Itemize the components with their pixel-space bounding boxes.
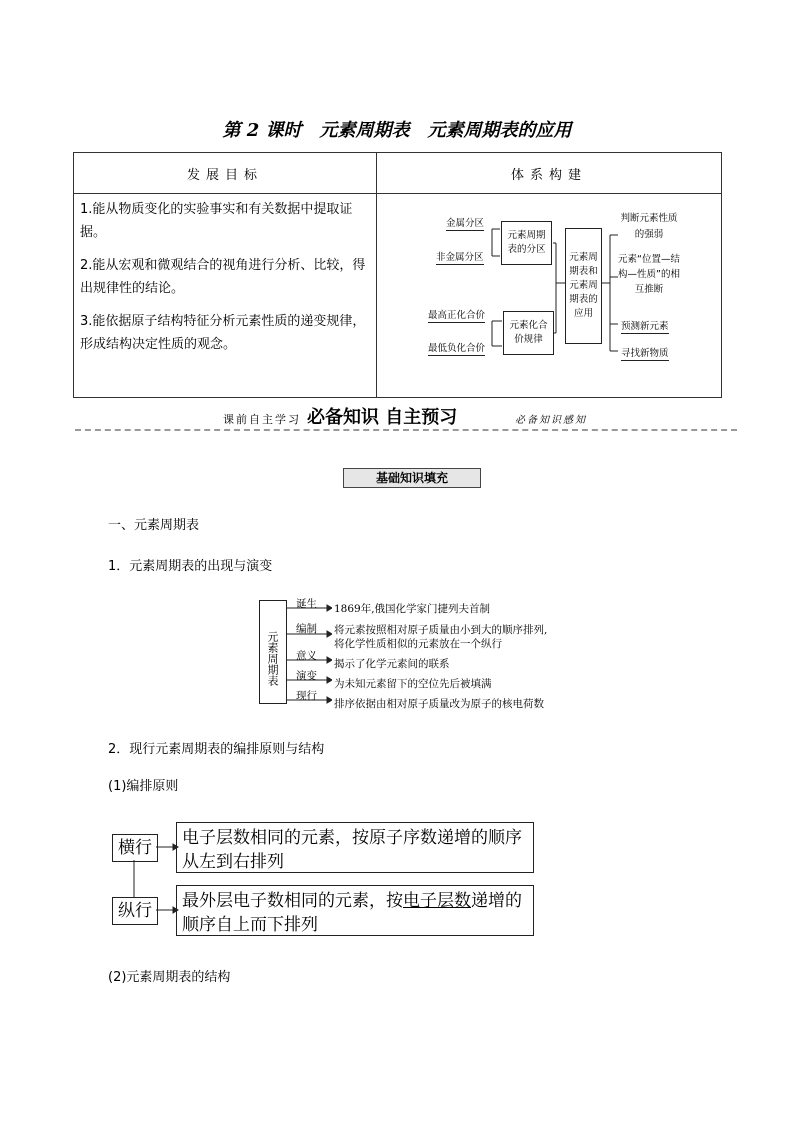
text-current: 排序依据由相对原子质量改为原子的核电荷数: [334, 698, 544, 710]
center-node: 元素周期表和元素周期表的应用: [565, 228, 602, 344]
band-left-text: 课前自主学习: [223, 413, 301, 426]
text-compile-1: 将元素按照相对原子质量由小到大的顺序排列,: [334, 624, 548, 636]
label-birth: 诞生: [296, 598, 317, 610]
system-header: 体系构建: [377, 153, 722, 194]
goals-header: 发展目标: [74, 153, 377, 194]
sub-heading-2: (2)元素周期表的结构: [108, 970, 231, 985]
text-evolve: 为未知元素留下的空位先后被填满: [334, 678, 492, 690]
app-predict-label: 预测新元素: [621, 318, 669, 334]
row-rule-text: 电子层数相同的元素，按原子序数递增的顺序从左到右排列: [176, 822, 534, 873]
goal-2: 2.能从宏观和微观结合的视角进行分析、比较，得出规律性的结论。: [80, 258, 366, 296]
col-label-box: 纵行: [112, 897, 158, 925]
col-rule-text-b: 递增的顺序自上而下排列: [182, 891, 522, 935]
app-find-label: 寻找新物质: [621, 345, 669, 361]
row-label-box: 横行: [112, 834, 158, 862]
min-valence-label: 最低负化合价: [428, 340, 485, 356]
rules-arrows: [132, 838, 180, 928]
app-strength-label: 判断元素性质的强弱: [620, 213, 678, 240]
text-meaning: 揭示了化学元素间的联系: [334, 658, 450, 670]
goal-1: 1.能从物质变化的实验事实和有关数据中提取证据。: [80, 202, 353, 240]
nonmetal-zone-label: 非金属分区: [436, 249, 484, 265]
label-compile: 编制: [296, 623, 317, 635]
band-dashed-divider: [75, 429, 737, 431]
periodic-table-box: 元素周期表: [259, 600, 287, 704]
band-right-text: 必备知识感知: [515, 415, 587, 426]
col-rule-blank: 电子层数: [403, 891, 471, 911]
text-birth: 1869年,俄国化学家门捷列夫首制: [334, 603, 491, 615]
sub-heading-1: (1)编排原则: [108, 779, 179, 794]
text-compile-2: 将化学性质相似的元素放在一个纵行: [334, 638, 502, 650]
page-title: 第 2 课时 元素周期表 元素周期表的应用: [222, 120, 572, 141]
section-heading-1: 一、元素周期表: [108, 518, 200, 533]
app-inference-label: 元素“位置—结构—性质”的相互推断: [618, 254, 680, 295]
label-meaning: 意义: [296, 650, 317, 662]
label-current: 现行: [296, 690, 317, 702]
item-heading-1: 1．元素周期表的出现与演变: [108, 559, 273, 574]
max-valence-label: 最高正化合价: [428, 307, 485, 323]
band-main-text: 必备知识 自主预习: [307, 407, 458, 428]
valence-rule-node: 元素化合价规律: [503, 311, 554, 355]
basic-knowledge-banner: 基础知识填充: [343, 468, 481, 488]
label-evolve: 演变: [296, 670, 317, 682]
goals-list: [74, 194, 377, 398]
metal-zone-label: 金属分区: [446, 215, 484, 231]
item-heading-2: 2．现行元素周期表的编排原则与结构: [108, 742, 325, 757]
section-band: [75, 405, 737, 431]
partition-node: 元素周期表的分区: [501, 221, 552, 265]
col-rule-text: [176, 885, 534, 936]
col-rule-text-a: 最外层电子数相同的元素，按: [182, 891, 403, 911]
goal-3: 3.能依据原子结构特征分析元素性质的递变规律，形成结构决定性质的观念。: [80, 314, 366, 352]
